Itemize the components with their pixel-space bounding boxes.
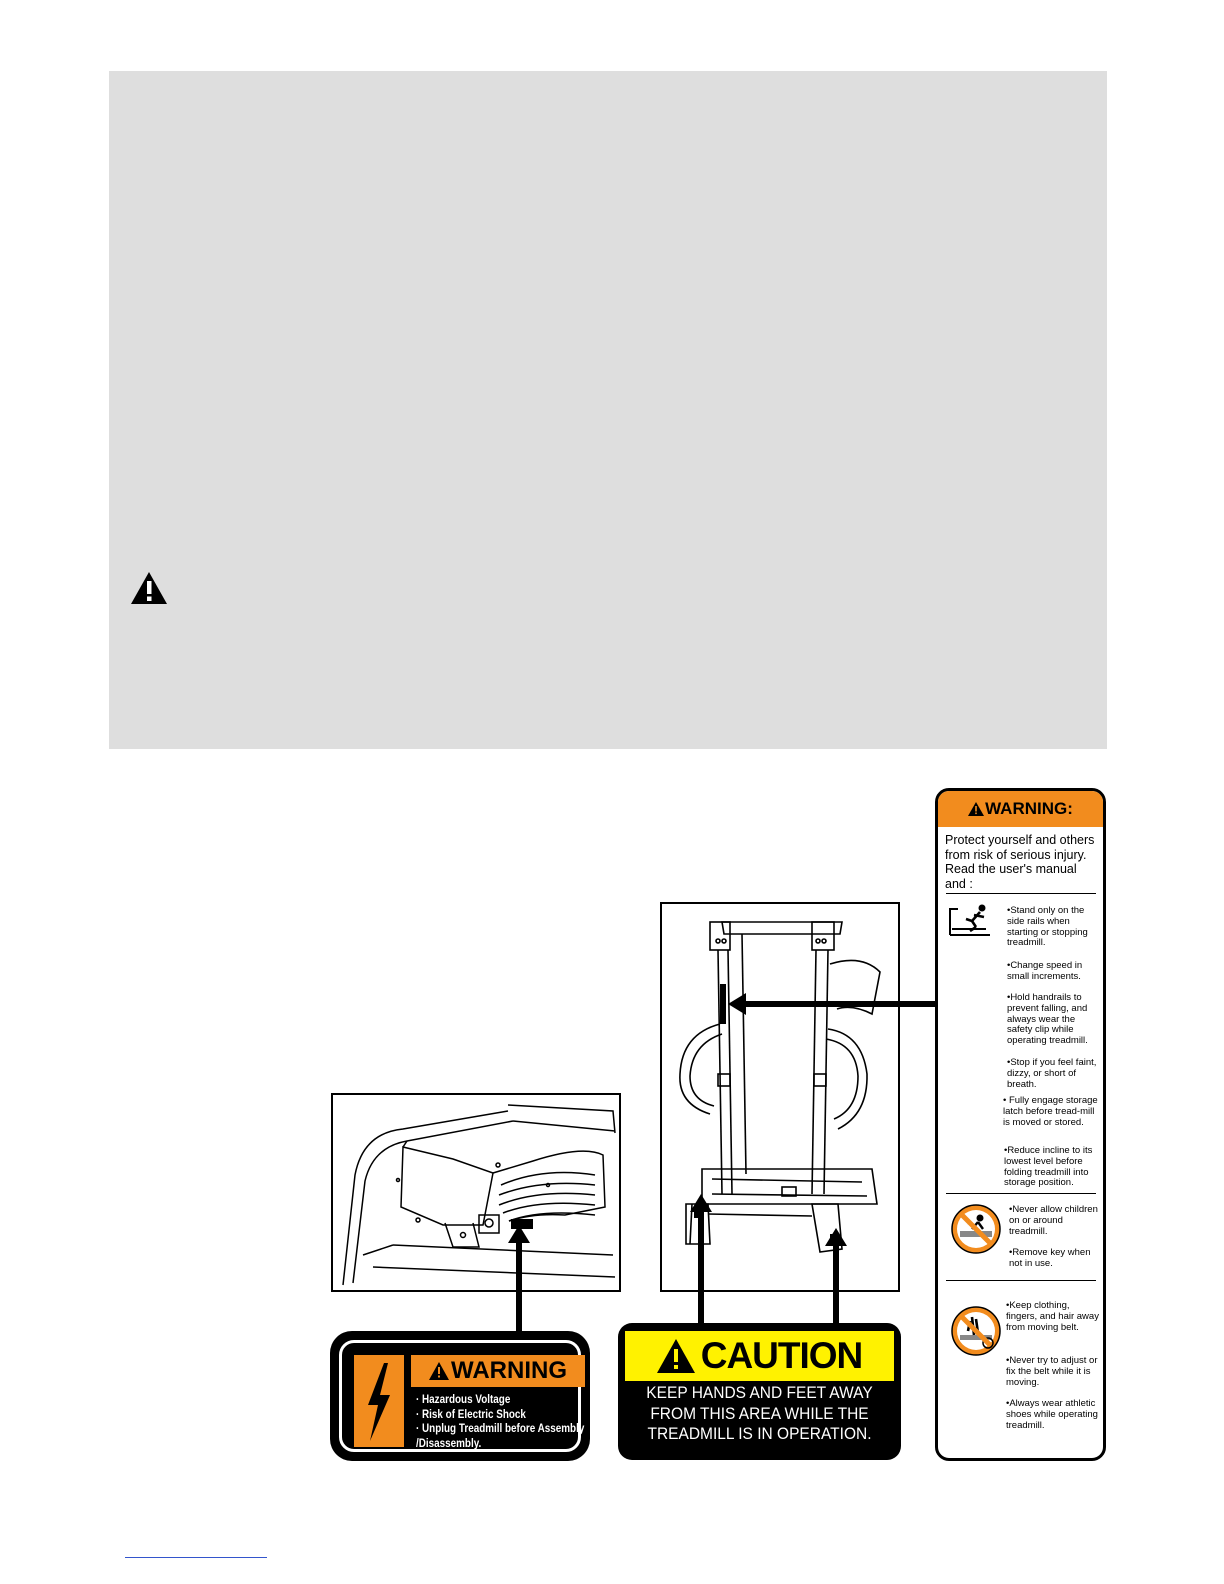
warning-item: •Stand only on the side rails when starting or stopping treadmill. [1007,905,1088,949]
divider [946,1193,1096,1194]
warning-item: •Keep clothing, fingers, and hair away from moving belt. [1006,1300,1099,1333]
caution-decal [618,1323,901,1460]
vertical-warning-title: WARNING: [985,799,1073,818]
warning-item: •Remove key when not in use. [1009,1247,1091,1269]
keep-away-from-belt-pictogram [950,1305,1002,1357]
warning-item: •Change speed in small increments. [1007,960,1083,982]
divider [946,893,1096,894]
caution-line: TREADMILL IS IN OPERATION. [647,1425,872,1443]
divider [946,1280,1096,1281]
lightning-bolt-icon [354,1355,404,1447]
electric-warning-line: · Hazardous Voltage [416,1394,511,1406]
vertical-warning-label [935,788,1106,1461]
arrow-to-left-foot-rail [690,1194,712,1326]
arrow-to-right-foot-rail [825,1228,847,1326]
warning-triangle-icon [657,1339,695,1373]
caution-title: CAUTION [700,1335,863,1376]
warning-triangle-icon [968,802,984,816]
caution-line: FROM THIS AREA WHILE THE [650,1404,869,1423]
console-detail-drawing [331,1093,621,1292]
bolt-panel [354,1355,404,1447]
no-children-pictogram [950,1203,1002,1255]
warning-item: •Hold handrails to prevent falling, and always wear the safety clip while operating treadmill. [1007,992,1088,1047]
footer-underline [125,1557,267,1558]
console-line-drawing [333,1095,621,1292]
warning-item: •Never allow children on or around treadmill. [1009,1204,1098,1237]
warning-item: • Fully engage storage latch before tread-mill is moved or stored. [1003,1095,1098,1128]
caution-text [626,1383,893,1445]
electric-warning-line: /Disassembly. [416,1437,482,1450]
gray-content-panel [109,71,1107,749]
warning-item: •Always wear athletic shoes while operating treadmill. [1006,1398,1098,1431]
warning-item: •Never try to adjust or fix the belt while it is moving. [1006,1355,1098,1388]
arrow-to-upright-label-location [728,993,940,1015]
vertical-warning-intro: Protect yourself and others from risk of serious injury. Read the user's manual and : [945,833,1095,891]
decal-border [339,1340,585,1452]
vertical-warning-header [938,791,1103,827]
electric-warning-header [411,1355,585,1387]
caution-header [625,1331,894,1381]
warning-item: •Reduce incline to its lowest level before folding treadmill into storage position. [1004,1145,1093,1189]
electric-warning-decal [330,1331,590,1461]
stand-on-rails-pictogram [946,903,992,939]
electric-warning-line: · Unplug Treadmill before Assembly [416,1423,585,1435]
electric-warning-title: WARNING [451,1357,567,1384]
arrow-to-electric-decal-location [508,1225,530,1335]
warning-triangle-icon [130,571,168,605]
caution-line: KEEP HANDS AND FEET AWAY [646,1384,873,1402]
electric-warning-lines [416,1393,591,1451]
warning-triangle-icon [429,1362,449,1380]
warning-item: •Stop if you feel faint, dizzy, or short of breath. [1007,1057,1097,1090]
electric-warning-line: · Risk of Electric Shock [416,1408,526,1421]
